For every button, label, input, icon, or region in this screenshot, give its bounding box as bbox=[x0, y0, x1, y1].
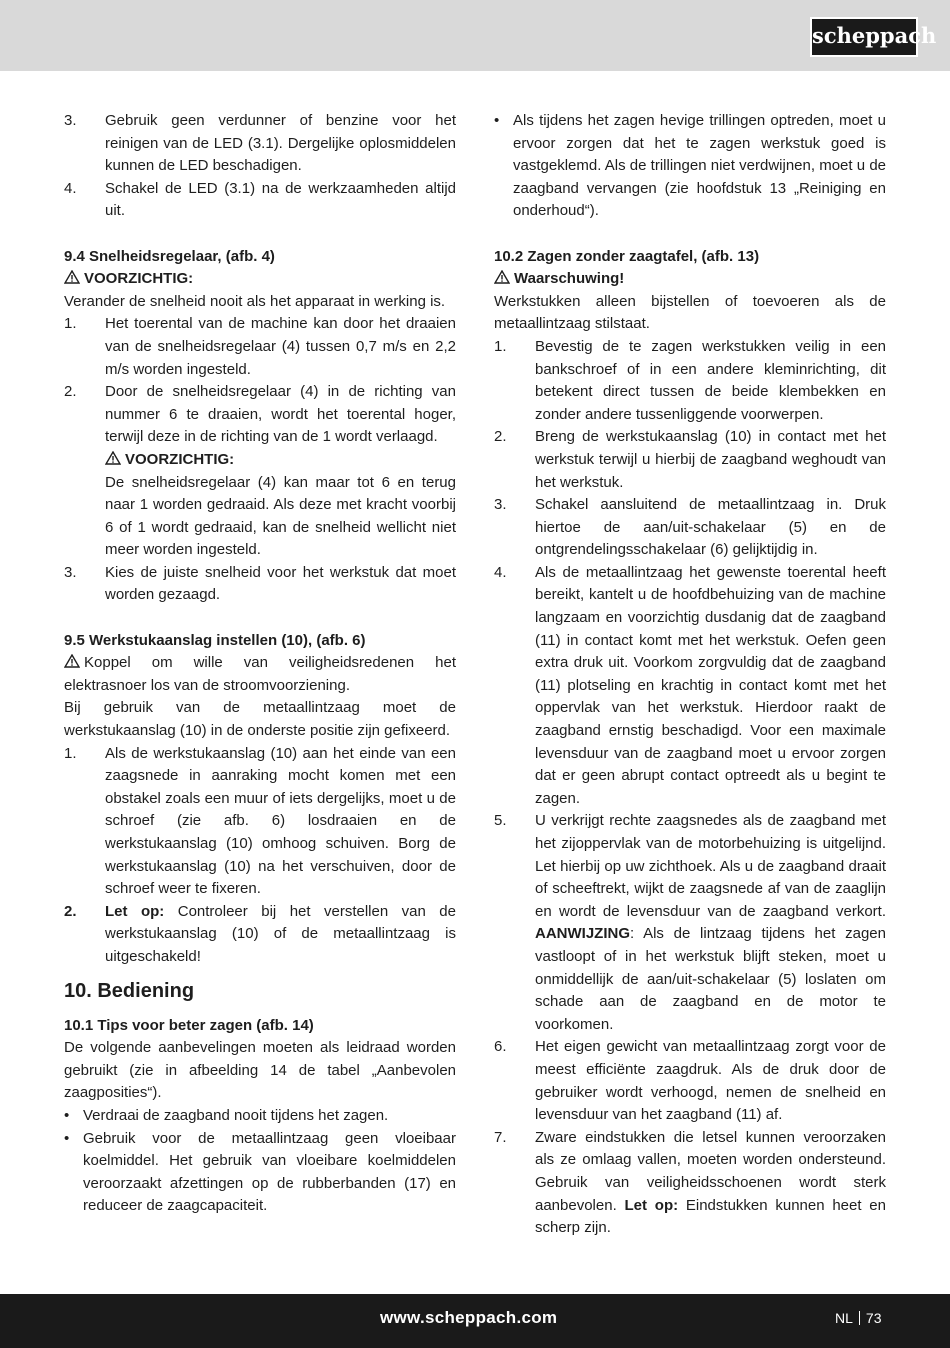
warning-triangle-icon bbox=[494, 270, 510, 284]
caution-line bbox=[105, 449, 456, 472]
bullet-glyph: • bbox=[494, 112, 500, 129]
list-item bbox=[494, 336, 886, 426]
right-column bbox=[494, 110, 886, 1240]
item-bold-label: Let op: bbox=[105, 902, 165, 920]
caution-line bbox=[494, 268, 886, 291]
caution-label: VOORZICHTIG: bbox=[125, 450, 235, 468]
list-item bbox=[64, 110, 456, 178]
footer-bar bbox=[0, 1294, 950, 1348]
caution-label: VOORZICHTIG: bbox=[84, 270, 194, 288]
item-number: 3. bbox=[64, 112, 77, 129]
list-item bbox=[494, 562, 886, 811]
item-number: 3. bbox=[494, 496, 507, 514]
paragraph: Verander de snelheid nooit als het apparaat in werking is. bbox=[64, 292, 446, 310]
item-number: 3. bbox=[64, 563, 77, 581]
bullet-text: Als tijdens het zagen hevige trillingen optreden, moet u ervoor zorgen dat het te zagen werkstuk goed is vastgeklemd. Als de trillingen niet verdwijnen, moet u de zaagband vervangen (zie hoofdstuk 13 „Reiniging en onderhoud“). bbox=[513, 112, 886, 220]
item-text: Schakel de LED (3.1) na de werkzaamheden altijd uit. bbox=[105, 179, 456, 220]
item-number: 1. bbox=[64, 744, 77, 762]
bullet-glyph: • bbox=[64, 1106, 70, 1124]
item-number: 1. bbox=[64, 315, 77, 333]
item-text: Eindstukken kunnen heet en scherp zijn. bbox=[535, 1196, 886, 1237]
divider bbox=[859, 1311, 860, 1325]
list-item bbox=[64, 562, 456, 607]
list-item bbox=[64, 743, 456, 901]
warning-text: Koppel om wille van veiligheidsredenen het elektrasnoer los van de stroomvoorziening. bbox=[64, 654, 456, 694]
bullet-text: Verdraai de zaagband nooit tijdens het zagen. bbox=[83, 1106, 389, 1124]
warning-triangle-icon bbox=[64, 270, 80, 284]
page-indicator bbox=[835, 1310, 881, 1326]
item-text: Door de snelheidsregelaar (4) in de richting van nummer 6 te draaien, wordt het toerental hoger, terwijl deze in de richting van de 1 wordt verlaagd. bbox=[105, 383, 456, 446]
section-heading-9-4: 9.4 Snelheidsregelaar, (afb. 4) bbox=[64, 247, 275, 265]
item-number: 2. bbox=[64, 383, 77, 401]
list-item bbox=[494, 810, 886, 1036]
item-text: Als de werkstukaanslag (10) aan het einde van een zaagsnede in aanraking mocht komen met een obstakel zoals een muur of iets dergelijks, moet u de schroef (zie afb. 6) losdraaien en de werkstukaanslag (10) omhoog schuiven. Borg de werkstukaanslag (10) na het verschuiven, door de schroef weer te fixeren. bbox=[105, 744, 456, 898]
chapter-title-10: 10. Bediening bbox=[64, 979, 195, 1002]
bullet-text: Gebruik voor de metaallintzaag geen vloeibaar koelmiddel. Het gebruik van vloeibare koelmiddelen veroorzaakt afzettingen op de rubberbanden (17) en reduceer de zaagcapaciteit. bbox=[83, 1129, 456, 1215]
item-text: Schakel aansluitend de metaallintzaag in. Druk hiertoe de aan/uit-schakelaar (5) en de ontgrendelingsschakelaar (6) gelijktijdig in. bbox=[535, 496, 886, 559]
item-number: 1. bbox=[494, 337, 507, 355]
item-text: : Als de lintzaag tijdens het zagen vastloopt of in het werkstuk blijft steken, moet u onmiddellijk de aan/uit-schakelaar (5) loslaten om schade aan de zaagband en de motor te voorkomen. bbox=[535, 925, 886, 1033]
item-number: 4. bbox=[494, 563, 507, 581]
brand-logo: scheppach bbox=[810, 17, 918, 57]
language-code: NL bbox=[835, 1310, 853, 1326]
paragraph: Bij gebruik van de metaallintzaag moet de werkstukaanslag (10) in de onderste positie zijn gefixeerd. bbox=[64, 699, 456, 740]
bullet-glyph: • bbox=[64, 1129, 70, 1147]
caution-label: Waarschuwing! bbox=[514, 270, 625, 288]
item-text: Breng de werkstukaanslag (10) in contact met het werkstuk terwijl u hierbij de zaagband weghoudt van het werkstuk. bbox=[535, 428, 886, 491]
item-text: Het eigen gewicht van metaallintzaag zorgt voor de meest efficiënte zaagdruk. Als de druk door de gebruiker wordt verhoogd, nemen de snelheid en levensduur van het zaagband (11) af. bbox=[535, 1038, 886, 1124]
item-number: 6. bbox=[494, 1038, 507, 1056]
item-text: Bevestig de te zagen werkstukken veilig in een bankschroef of in een andere kleminrichting, dit betekent direct tussen de beide klembekken en zonder andere tussenliggende voorwerpen. bbox=[535, 337, 886, 423]
item-text: Gebruik geen verdunner of benzine voor het reinigen van de LED (3.1). Dergelijke oplosmiddelen kunnen de LED beschadigen. bbox=[105, 112, 456, 175]
list-item bbox=[64, 178, 456, 223]
bullet-item bbox=[64, 1128, 456, 1218]
header-bar bbox=[0, 0, 950, 71]
item-bold-label: AANWIJZING bbox=[535, 925, 630, 943]
warning-paragraph bbox=[64, 652, 456, 697]
item-text: Controleer bij het verstellen van de werkstukaanslag (10) of de metaallintzaag is uitgeschakeld! bbox=[105, 902, 456, 965]
warning-triangle-icon bbox=[105, 451, 121, 465]
item-number: 5. bbox=[494, 812, 507, 830]
page-number: 73 bbox=[865, 1310, 882, 1326]
section-heading-10-2: 10.2 Zagen zonder zaagtafel, (afb. 13) bbox=[494, 247, 760, 265]
section-heading-10-1: 10.1 Tips voor beter zagen (afb. 14) bbox=[64, 1016, 314, 1034]
item-text: U verkrijgt rechte zaagsnedes als de zaagband met het zijoppervlak van de motorbehuizing is uitgelijnd. Let hierbij op uw zichthoek. Als u de zaagband draait of scheeftrekt, wijkt de zaagsnede af van de zaaglijn en wordt de levensduur van de zaagband verkort. bbox=[535, 812, 886, 920]
item-number: 7. bbox=[494, 1128, 507, 1146]
item-text: Kies de juiste snelheid voor het werkstuk dat moet worden gezaagd. bbox=[105, 563, 456, 604]
item-number: 2. bbox=[64, 902, 77, 920]
item-text: Als de metaallintzaag het gewenste toerental heeft bereikt, kantelt u de hoofdbehuizing van de machine langzaam en voorzichtig dusdanig dat de zaagband (11) in contact komt met het werkstuk. Oefen geen extra druk uit. Voorkom zorgvuldig dat de zaagband (11) plotseling en krachtig in contact komt met het oppervlak van het werkstuk. Hierdoor raakt de zaagband ernstig beschadigd. Voor een maximale levensduur van de zaagband moet u ervoor zorgen dat er geen abrupt contact optreedt als u begint te zagen. bbox=[535, 563, 886, 807]
list-item bbox=[494, 1036, 886, 1126]
section-heading-9-5: 9.5 Werkstukaanslag instellen (10), (afb. 6) bbox=[64, 631, 366, 649]
item-number: 2. bbox=[494, 428, 507, 446]
paragraph: De volgende aanbevelingen moeten als leidraad worden gebruikt (zie in afbeelding 14 de tabel „Aanbevolen zaagposities“). bbox=[64, 1039, 456, 1102]
item-text: Het toerental van de machine kan door het draaien van de snelheidsregelaar (4) tussen 0,7 m/s en 2,2 m/s worden ingesteld. bbox=[105, 315, 456, 378]
item-number: 4. bbox=[64, 179, 77, 197]
bullet-item bbox=[494, 110, 886, 223]
bullet-item bbox=[64, 1105, 456, 1128]
list-item bbox=[494, 494, 886, 562]
list-item bbox=[64, 313, 456, 381]
item-text: Zware eindstukken die letsel kunnen veroorzaken als ze omlaag vallen, moeten worden ondersteund. Gebruik van veiligheidsschoenen wordt sterk aanbevolen. bbox=[535, 1128, 886, 1214]
website-link[interactable]: www.scheppach.com bbox=[380, 1308, 558, 1327]
caution-line bbox=[64, 268, 456, 291]
list-item bbox=[64, 901, 456, 969]
item-bold-label: Let op: bbox=[624, 1196, 679, 1214]
list-item bbox=[494, 426, 886, 494]
paragraph: Werkstukken alleen bijstellen of toevoeren als de metaallintzaag stilstaat. bbox=[494, 292, 886, 333]
list-item bbox=[494, 1127, 886, 1240]
warning-triangle-icon bbox=[64, 654, 80, 668]
list-item bbox=[64, 381, 456, 562]
caution-text: De snelheidsregelaar (4) kan maar tot 6 en terug naar 1 worden gedraaid. Als deze met kracht voorbij 6 of 1 wordt gedraaid, kan de snelheid wellicht niet meer worden ingesteld. bbox=[105, 473, 456, 559]
left-column bbox=[64, 110, 456, 1218]
